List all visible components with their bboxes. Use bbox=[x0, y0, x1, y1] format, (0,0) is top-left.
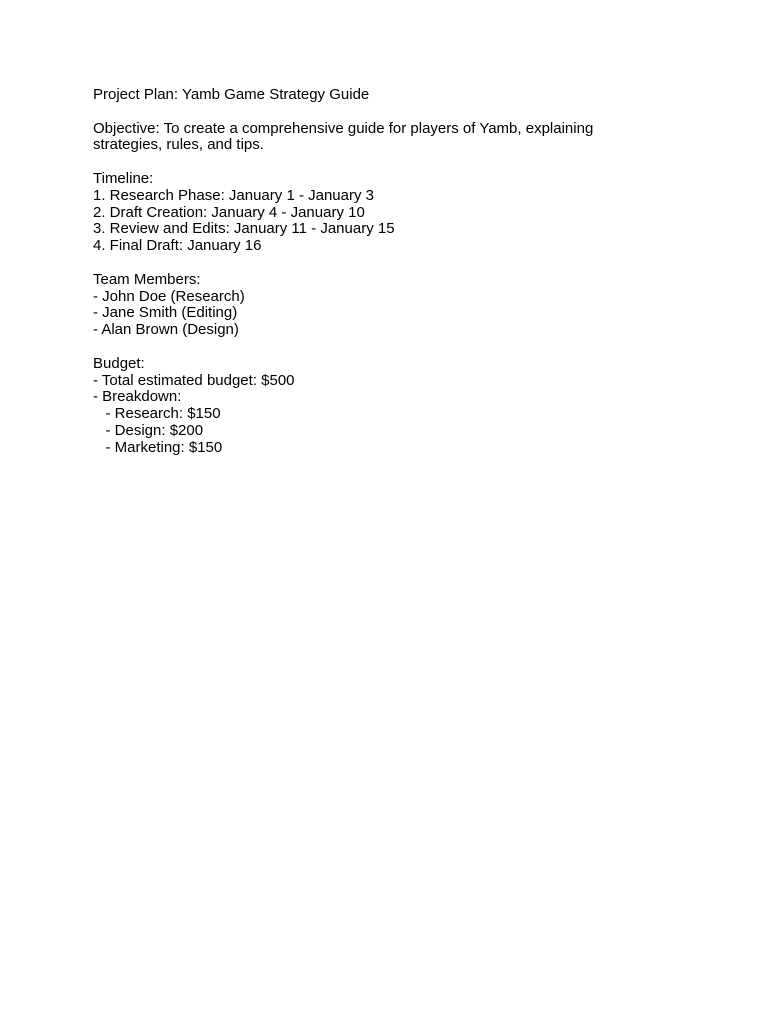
budget-heading: Budget: bbox=[93, 354, 145, 372]
budget-total: - Total estimated budget: $500 bbox=[93, 371, 295, 389]
spacer bbox=[93, 154, 693, 171]
budget-breakdown-label: - Breakdown: bbox=[93, 388, 182, 406]
budget-breakdown-item: - Marketing: $150 bbox=[93, 438, 223, 456]
timeline-item: 2. Draft Creation: January 4 - January 10 bbox=[93, 203, 365, 221]
spacer bbox=[93, 339, 693, 356]
timeline-item: 1. Research Phase: January 1 - January 3 bbox=[93, 186, 374, 204]
team-heading: Team Members: bbox=[93, 270, 201, 288]
team-member: - Alan Brown (Design) bbox=[93, 321, 239, 339]
budget-breakdown-item: - Research: $150 bbox=[93, 405, 221, 423]
document-page bbox=[93, 87, 693, 457]
timeline-item: 4. Final Draft: January 16 bbox=[93, 237, 262, 255]
spacer bbox=[93, 255, 693, 272]
spacer bbox=[93, 104, 693, 121]
team-member: - Jane Smith (Editing) bbox=[93, 304, 238, 322]
document-title: Project Plan: Yamb Game Strategy Guide bbox=[93, 86, 370, 103]
budget-breakdown-item: - Design: $200 bbox=[93, 421, 204, 439]
timeline-item: 3. Review and Edits: January 11 - January 15 bbox=[93, 220, 395, 238]
objective-paragraph: Objective: To create a comprehensive guide for players of Yamb, explaining strategies, rules, and tips. bbox=[93, 119, 594, 154]
timeline-heading: Timeline: bbox=[93, 169, 154, 187]
team-member: - John Doe (Research) bbox=[93, 287, 245, 305]
